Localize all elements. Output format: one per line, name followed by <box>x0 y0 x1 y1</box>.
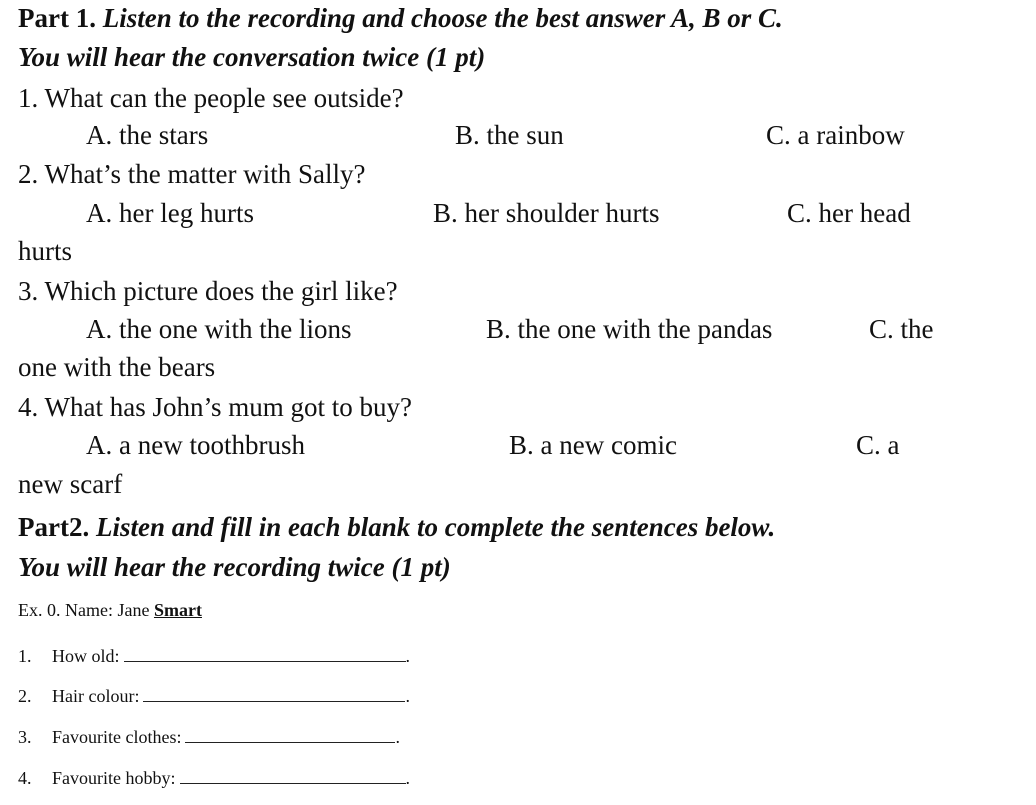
question-1: 1. What can the people see outside? <box>18 83 404 113</box>
part2-title-line1: Listen and fill in each blank to complete the sentences below. <box>95 512 776 542</box>
question-3-option-c[interactable]: C. the <box>869 314 934 344</box>
part1-title-line2: You will hear the conversation twice (1 pt) <box>18 42 486 72</box>
example-prefix: Ex. 0. Name: Jane <box>18 600 150 620</box>
part1-heading-line1 <box>18 3 783 34</box>
example-answer: Smart <box>153 600 202 620</box>
fill-item-2 <box>18 683 410 707</box>
fill-item-label: Favourite clothes: <box>52 727 182 747</box>
fill-item-number: 2. <box>18 686 32 706</box>
question-4: 4. What has John’s mum got to buy? <box>18 392 412 422</box>
question-2: 2. What’s the matter with Sally? <box>18 159 366 189</box>
fill-item-blank[interactable] <box>180 765 406 784</box>
fill-item-label: Favourite hobby: <box>52 768 176 788</box>
question-2-option-a[interactable]: A. her leg hurts <box>86 198 254 228</box>
question-1-option-c[interactable]: C. a rainbow <box>766 120 905 150</box>
question-2-option-c[interactable]: C. her head <box>787 198 911 228</box>
part1-label: Part 1. <box>18 3 96 33</box>
fill-item-label: Hair colour: <box>52 686 140 706</box>
fill-item-number: 4. <box>18 768 32 788</box>
fill-item-end: . <box>405 646 410 666</box>
question-3: 3. Which picture does the girl like? <box>18 276 398 306</box>
fill-item-blank[interactable] <box>143 683 405 702</box>
fill-item-end: . <box>405 686 410 706</box>
question-2-option-c-continued: hurts <box>18 236 72 266</box>
part2-heading-line2 <box>18 552 451 583</box>
question-1-option-a[interactable]: A. the stars <box>86 120 209 150</box>
question-3-option-c-continued: one with the bears <box>18 352 216 382</box>
fill-item-blank[interactable] <box>124 643 406 662</box>
question-2-option-b[interactable]: B. her shoulder hurts <box>433 198 660 228</box>
fill-item-end: . <box>405 768 410 788</box>
example-line <box>18 600 202 621</box>
fill-item-1 <box>18 643 410 667</box>
question-4-option-a[interactable]: A. a new toothbrush <box>86 430 305 460</box>
question-3-option-b[interactable]: B. the one with the pandas <box>486 314 773 344</box>
fill-item-label: How old: <box>52 646 120 666</box>
fill-item-3 <box>18 724 400 748</box>
part2-title-line2: You will hear the recording twice (1 pt) <box>18 552 451 582</box>
question-1-option-b[interactable]: B. the sun <box>455 120 564 150</box>
question-4-option-c[interactable]: C. a <box>856 430 900 460</box>
question-3-option-a[interactable]: A. the one with the lions <box>86 314 352 344</box>
fill-item-end: . <box>395 727 400 747</box>
part2-label: Part2. <box>18 512 90 542</box>
fill-item-number: 3. <box>18 727 32 747</box>
fill-item-blank[interactable] <box>185 724 395 743</box>
fill-item-number: 1. <box>18 646 32 666</box>
fill-item-4 <box>18 765 410 789</box>
question-4-option-b[interactable]: B. a new comic <box>509 430 677 460</box>
part1-title-line1: Listen to the recording and choose the best answer A, B or C. <box>102 3 783 33</box>
part1-heading-line2 <box>18 42 485 73</box>
part2-heading-line1 <box>18 512 775 543</box>
question-4-option-c-continued: new scarf <box>18 469 123 499</box>
